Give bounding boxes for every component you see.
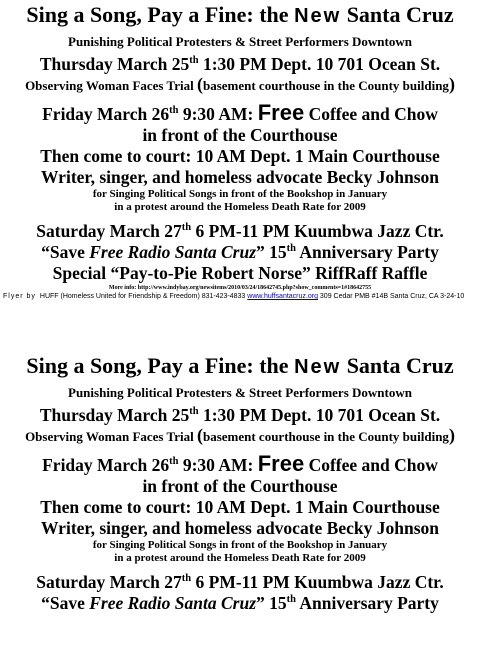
flyer-by-credit (0, 292, 480, 301)
title-text-end: Santa Cruz (346, 353, 454, 378)
saturday-date: Saturday March 27 (36, 221, 182, 241)
thursday-details: 1:30 PM Dept. 10 701 Ocean St. (198, 405, 441, 425)
flyer-bottom (0, 353, 480, 614)
court-line: Then come to court: 10 AM Dept. 1 Main Courthouse (40, 497, 440, 517)
save-text: “Save (41, 242, 90, 262)
flyer-subtitle: Punishing Political Protesters & Street Performers Downtown (68, 385, 412, 400)
title-text: Sing a Song, Pay a Fine: the (26, 2, 289, 27)
radio-name: Free Radio Santa Cruz (89, 242, 257, 262)
friday-location: in front of the Courthouse (142, 125, 338, 145)
flyer-title (0, 2, 480, 29)
observing-line (0, 426, 480, 446)
saturday-details: 6 PM-11 PM Kuumbwa Jazz Ctr. (191, 572, 444, 592)
writer-line: Writer, singer, and homeless advocate Becky Johnson (41, 167, 439, 187)
huff-contact: HUFF (Homeless United for Friendship & Freedom) 831-423-4833 (39, 293, 248, 300)
observing-text: Observing Woman Faces Trial (25, 78, 197, 93)
friday-details: Coffee and Chow (304, 455, 438, 475)
friday-line (0, 102, 480, 125)
songs-line-1: for Singing Political Songs in front of the Bookshop in January (92, 539, 388, 551)
observing-line (0, 75, 480, 95)
friday-time: 9:30 AM: (178, 104, 258, 124)
ordinal-suffix: th (169, 456, 179, 468)
saturday-date: Saturday March 27 (36, 572, 182, 592)
friday-location: in front of the Courthouse (142, 476, 338, 496)
special-raffle-line: Special “Pay-to-Pie Robert Norse” RiffRaff Raffle (52, 263, 428, 283)
paren-open: ( (196, 74, 203, 94)
friday-details: Coffee and Chow (304, 104, 438, 124)
huff-website-link[interactable]: www.huffsantacruz.org (247, 293, 318, 300)
title-text-end: Santa Cruz (346, 2, 454, 27)
thursday-line (0, 54, 480, 75)
paren-close: ) (448, 425, 455, 445)
observing-text: Observing Woman Faces Trial (25, 429, 197, 444)
save-text: “Save (41, 593, 90, 613)
paren-close: ) (448, 74, 455, 94)
writer-line: Writer, singer, and homeless advocate Becky Johnson (41, 518, 439, 538)
observing-location: basement courthouse in the County building (202, 429, 449, 444)
save-radio-line (0, 242, 480, 263)
flyer-by-label: Flyer by (3, 293, 36, 300)
ordinal-suffix: th (189, 55, 199, 67)
ordinal-suffix: th (181, 222, 192, 234)
ordinal-suffix: th (169, 105, 179, 117)
save-anniversary: ” 15 (256, 242, 287, 262)
free-word: Free (257, 100, 305, 125)
ordinal-suffix: th (181, 573, 192, 585)
radio-name: Free Radio Santa Cruz (89, 593, 257, 613)
flyer-subtitle: Punishing Political Protesters & Street Performers Downtown (68, 34, 412, 49)
friday-time: 9:30 AM: (178, 455, 258, 475)
paren-open: ( (196, 425, 203, 445)
save-radio-line (0, 593, 480, 614)
court-line: Then come to court: 10 AM Dept. 1 Main Courthouse (40, 146, 440, 166)
saturday-line (0, 221, 480, 242)
party-text: Anniversary Party (295, 242, 439, 262)
title-new-word: New (294, 5, 342, 27)
flyer-title (0, 353, 480, 380)
huff-address: 309 Cedar PMB #14B Santa Cruz, CA 3-24-10 (317, 293, 465, 300)
saturday-details: 6 PM-11 PM Kuumbwa Jazz Ctr. (191, 221, 444, 241)
thursday-details: 1:30 PM Dept. 10 701 Ocean St. (198, 54, 441, 74)
saturday-line (0, 572, 480, 593)
ordinal-suffix: th (286, 594, 296, 606)
songs-line-2: in a protest around the Homeless Death Rate for 2009 (114, 201, 366, 213)
ordinal-suffix: th (189, 406, 199, 418)
songs-line-2: in a protest around the Homeless Death Rate for 2009 (114, 552, 366, 564)
friday-date: Friday March 26 (42, 455, 170, 475)
save-anniversary: ” 15 (256, 593, 287, 613)
friday-line (0, 453, 480, 476)
more-info-url: More info: http://www.indybay.org/newsitems/2010/03/24/18642745.php?show_comments=1#18642755 (108, 285, 372, 291)
free-word: Free (257, 451, 305, 476)
songs-line-1: for Singing Political Songs in front of the Bookshop in January (92, 188, 388, 200)
party-text: Anniversary Party (295, 593, 439, 613)
title-new-word: New (294, 356, 342, 378)
thursday-date: Thursday March 25 (39, 54, 190, 74)
friday-date: Friday March 26 (42, 104, 170, 124)
ordinal-suffix: th (286, 243, 296, 255)
observing-location: basement courthouse in the County building (202, 78, 449, 93)
title-text: Sing a Song, Pay a Fine: the (26, 353, 289, 378)
thursday-date: Thursday March 25 (39, 405, 190, 425)
thursday-line (0, 405, 480, 426)
flyer-top (0, 2, 480, 301)
